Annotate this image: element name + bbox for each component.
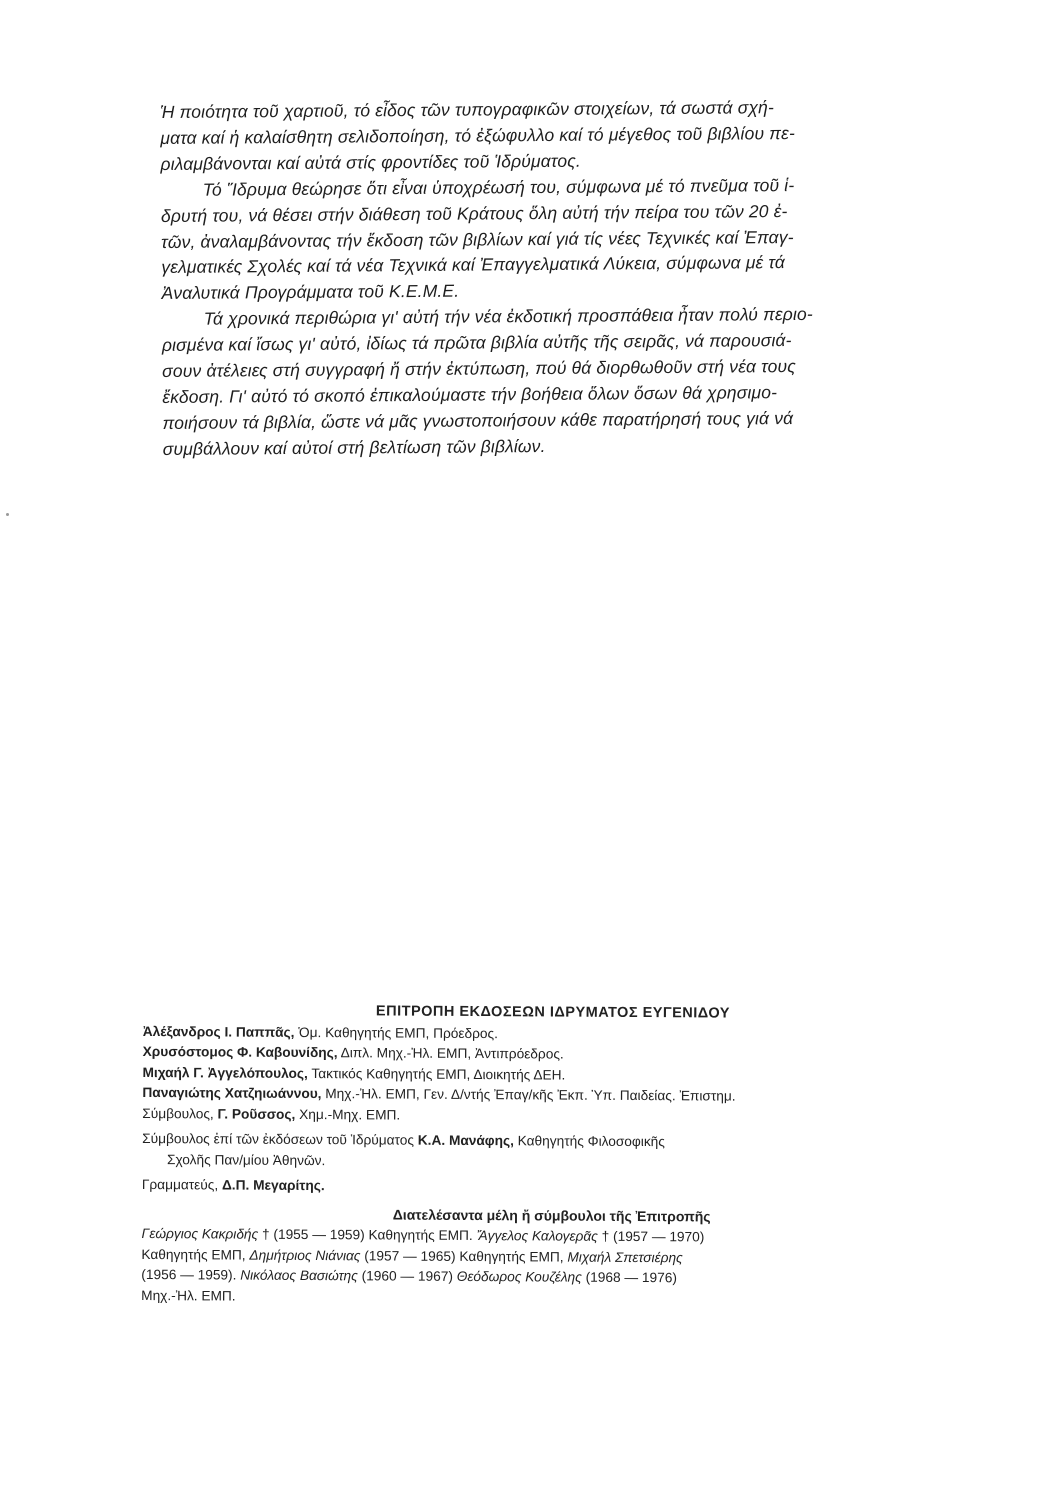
secretary-name: Δ.Π. Μεγαρίτης. bbox=[221, 1177, 325, 1194]
foreword-line: σουν ἀτέλειες στή συγγραφή ἤ στήν ἐκτύπωση, πού θά διορθωθοῦν στή νέα τους bbox=[162, 356, 796, 382]
foreword-line: τῶν, ἀναλαμβάνοντας τήν ἔκδοση τῶν βιβλίων καί γιά τίς νέες Τεχνικές καί Ἐπαγ- bbox=[161, 226, 794, 252]
foreword-line: γελματικές Σχολές καί τά νέα Τεχνικά καί Ἐπαγγελματικά Λύκεια, σύμφωνα μέ τά bbox=[161, 252, 786, 278]
foreword-line: Ἀναλυτικά Προγράμματα τοῦ Κ.Ε.Μ.Ε. bbox=[161, 280, 460, 304]
foreword-line: ματα καί ἡ καλαίσθητη σελιδοποίηση, τό ἐξώφυλλο καί τό μέγεθος τοῦ βιβλίου πε- bbox=[160, 122, 795, 148]
secretary bbox=[142, 1175, 962, 1201]
former-member-name: Μιχαήλ Σπετσιέρης bbox=[567, 1249, 683, 1265]
foreword-line: Ἡ ποιότητα τοῦ χαρτιοῦ, τό εἶδος τῶν τυπογραφικῶν στοιχείων, τά σωστά σχή- bbox=[160, 97, 775, 122]
foreword-line: ἔκδοση. Γι' αὐτό τό σκοπό ἐπικαλούμαστε τήν βοήθεια ὅλων ὅσων θά χρησιμο- bbox=[162, 382, 778, 407]
editions-committee bbox=[141, 1000, 963, 1311]
former-member-name: Γεώργιος Κακριδής bbox=[141, 1225, 259, 1242]
former-member-detail: (1957 — 1965) Καθηγητής ΕΜΠ, bbox=[360, 1247, 568, 1265]
former-member-name: Νικόλαος Βασιώτης bbox=[240, 1267, 358, 1284]
committee-title: ΕΠΙΤΡΟΠΗ ΕΚΔΟΣΕΩΝ ΙΔΡΥΜΑΤΟΣ ΕΥΓΕΝΙΔΟΥ bbox=[375, 1003, 730, 1022]
scan-dust-speck bbox=[6, 513, 9, 516]
foreword-text bbox=[160, 94, 963, 463]
member-role: Τακτικός Καθηγητής ΕΜΠ, Διοικητής ΔΕΗ. bbox=[307, 1065, 566, 1083]
member-role: Διπλ. Μηχ.-Ἠλ. ΕΜΠ, Ἀντιπρόεδρος. bbox=[337, 1045, 564, 1062]
committee-advisor bbox=[142, 1103, 962, 1129]
foreword-line: ρισμένα καί ἴσως γι' αὐτό, ἰδίως τά πρῶτα βιβλία αὐτῆς τῆς σειρᾶς, νά παρουσιά- bbox=[161, 330, 792, 356]
editions-advisor-role: Καθηγητής Φιλοσοφικῆς bbox=[513, 1133, 665, 1150]
foreword-line: συμβάλλουν καί αὐτοί στή βελτίωση τῶν βιβλίων. bbox=[162, 435, 546, 459]
secretary-prefix: Γραμματεύς, bbox=[141, 1176, 223, 1193]
former-member-name: Ἄγγελος Καλογερᾶς bbox=[476, 1228, 598, 1244]
former-members-line bbox=[141, 1285, 961, 1311]
advisor-name: Γ. Ροῦσσος, bbox=[217, 1105, 296, 1122]
member-name: Ἀλέξανδρος Ι. Παππᾶς, bbox=[142, 1023, 295, 1040]
foreword-line: Τά χρονικά περιθώρια γι' αὐτή τήν νέα ἐκδοτική προσπάθεια ἦταν πολύ περιο- bbox=[203, 304, 813, 329]
editions-advisor-continuation: Σχολῆς Παν/μίου Ἀθηνῶν. bbox=[166, 1151, 326, 1168]
advisor-role: Χημ.-Μηχ. ΕΜΠ. bbox=[295, 1106, 401, 1123]
former-member-detail: Καθηγητής ΕΜΠ, bbox=[141, 1246, 250, 1263]
former-member-detail: (1956 — 1959). bbox=[141, 1266, 241, 1283]
editions-advisor-prefix: Σύμβουλος ἐπί τῶν ἐκδόσεων τοῦ Ἱδρύματος bbox=[142, 1130, 418, 1148]
foreword-line: ριλαμβάνονται καί αὐτά στίς φροντίδες τοῦ Ἱδρύματος. bbox=[160, 150, 581, 174]
foreword-line: ποιήσουν τά βιβλία, ὥστε νά μᾶς γνωστοποιήσουν κάθε παρατήρησή τους γιά νά bbox=[162, 407, 794, 433]
former-member-name: Θεόδωρος Κουζέλης bbox=[456, 1268, 582, 1285]
advisor-prefix: Σύμβουλος, bbox=[142, 1105, 218, 1121]
former-member-detail: † (1957 — 1970) bbox=[597, 1228, 705, 1245]
former-member-detail: † (1955 — 1959) Καθηγητής ΕΜΠ. bbox=[258, 1226, 477, 1244]
former-member-detail: Μηχ.-Ἠλ. ΕΜΠ. bbox=[141, 1287, 236, 1304]
member-name: Χρυσόστομος Φ. Καβουνίδης, bbox=[142, 1043, 338, 1061]
member-name: Μιχαήλ Γ. Ἀγγελόπουλος, bbox=[142, 1064, 308, 1081]
member-role: Μηχ.-Ἠλ. ΕΜΠ, Γεν. Δ/ντής Ἐπαγ/κῆς Ἐκπ. Ὑπ. Παιδείας. Ἐπιστημ. bbox=[321, 1086, 736, 1104]
former-member-name: Δημήτριος Νιάνιας bbox=[249, 1247, 361, 1263]
foreword-line: δρυτή του, νά θέσει στήν διάθεση τοῦ Κράτους ὅλη αὐτή τήν πείρα του τῶν 20 ἐ- bbox=[160, 200, 788, 226]
editions-advisor-name: Κ.Α. Μανάφης, bbox=[417, 1132, 514, 1149]
member-name: Παναγιώτης Χατζηιωάννου, bbox=[142, 1084, 322, 1102]
former-member-detail: (1968 — 1976) bbox=[581, 1269, 678, 1286]
former-members-title: Διατελέσαντα μέλη ἤ σύμβουλοι τῆς Ἐπιτροπῆς bbox=[392, 1206, 711, 1224]
foreword-line: Τό Ἵδρυμα θεώρησε ὅτι εἶναι ὑποχρέωσή του, σύμφωνα μέ τό πνεῦμα τοῦ ἱ- bbox=[202, 174, 795, 200]
former-member-detail: (1960 — 1967) bbox=[357, 1268, 457, 1284]
member-role: Ὁμ. Καθηγητής ΕΜΠ, Πρόεδρος. bbox=[294, 1024, 498, 1041]
